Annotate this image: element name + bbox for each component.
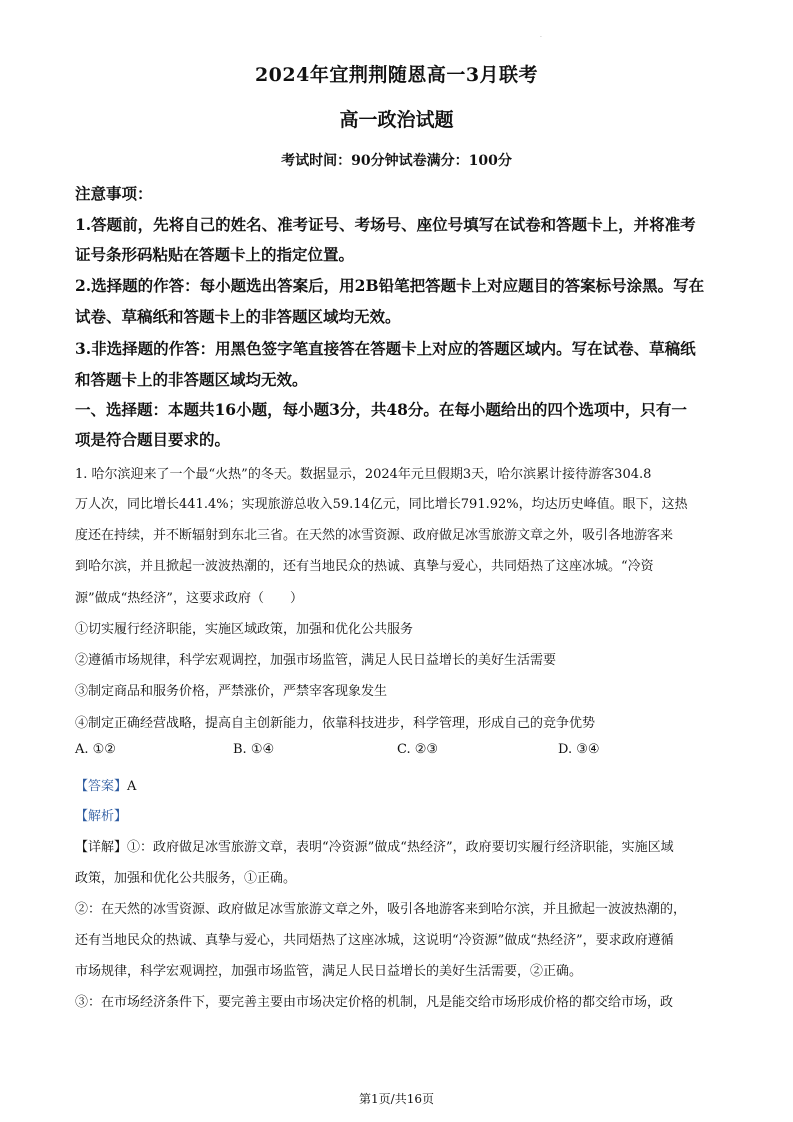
- option-a: A. ①②: [75, 742, 116, 757]
- question-stem-line: 源”做成“热经济”，这要求政府（ ）: [75, 591, 303, 606]
- section-heading: 一、选择题：本题共16小题，每小题3分，共48分。在每小题给出的四个选项中，只有一: [75, 400, 687, 419]
- analysis-tag: 【解析】: [75, 809, 128, 824]
- analysis-line: [75, 805, 725, 824]
- notice-line: 试卷、草稿纸和答题卡上的非答题区域均无效。: [75, 307, 401, 326]
- notice-line: 证号条形码粘贴在答题卡上的指定位置。: [75, 245, 355, 264]
- page-title: 2024年宜荆荆随恩高一3月联考: [254, 64, 539, 86]
- section-heading: 项是符合题目要求的。: [75, 430, 231, 449]
- detail-line: 市场规律，科学宏观调控，加强市场监管，满足人民日益增长的美好生活需要，②正确。: [75, 964, 583, 979]
- answer-tag: 【答案】: [75, 779, 128, 794]
- statement: ④制定正确经营战略，提高自主创新能力，依靠科技进步，科学管理，形成自己的竞争优势: [75, 716, 596, 731]
- question-stem-line: 1. 哈尔滨迎来了一个最“火热”的冬天。数据显示，2024年元旦假期3天，哈尔滨累计接待游客304.8: [75, 467, 652, 482]
- option-c: C. ②③: [397, 742, 439, 757]
- notice-line: 2.选择题的作答：每小题选出答案后，用2B铅笔把答题卡上对应题目的答案标号涂黑。写在: [75, 276, 705, 295]
- notice-line: 3.非选择题的作答：用黑色签字笔直接答在答题卡上对应的答题区域内。写在试卷、草稿纸: [75, 339, 696, 358]
- detail-line: [75, 836, 725, 855]
- question-stem-line: 万人次，同比增长441.4%；实现旅游总收入59.14亿元，同比增长791.92%，均达历史峰值。眼下，这热: [75, 497, 688, 512]
- notice-line: 1.答题前，先将自己的姓名、准考证号、考场号、座位号填写在试卷和答题卡上，并将准考: [75, 215, 696, 234]
- statement: ③制定商品和服务价格，严禁涨价，严禁宰客现象发生: [75, 684, 388, 699]
- option-d: D. ③④: [558, 742, 600, 757]
- notice-line: 和答题卡上的非答题区域均无效。: [75, 370, 308, 389]
- statement: ②遵循市场规律，科学宏观调控，加强市场监管，满足人民日益增长的美好生活需要: [75, 653, 557, 668]
- detail-line: ③：在市场经济条件下，要完善主要由市场决定价格的机制，凡是能交给市场形成价格的都交给市场，政: [75, 995, 674, 1010]
- notice-heading: 注意事项：: [75, 184, 153, 203]
- detail-line: ②：在天然的冰雪资源、政府做足冰雪旅游文章之外，吸引各地游客来到哈尔滨，并且掀起一波波热潮的，: [75, 902, 687, 917]
- question-stem-line: 到哈尔滨，并且掀起一波波热潮的，还有当地民众的热诚、真挚与爱心，共同焐热了这座冰城。“冷资: [75, 559, 654, 574]
- exam-info: 考试时间：90分钟试卷满分：100分: [281, 153, 512, 169]
- page-number: 第1页/共16页: [359, 1092, 434, 1106]
- detail-text: ①：政府做足冰雪旅游文章，表明“冷资源”做成“热经济”，政府要切实履行经济职能，实施区域: [127, 840, 674, 855]
- page-subtitle: 高一政治试题: [339, 109, 454, 131]
- question-stem-line: 度还在持续，并不断辐射到东北三省。在天然的冰雪资源、政府做足冰雪旅游文章之外，吸引各地游客来: [75, 528, 674, 543]
- detail-line: 政策，加强和优化公共服务，①正确。: [75, 871, 297, 886]
- answer-line: [75, 775, 725, 794]
- detail-line: 还有当地民众的热诚、真挚与爱心，共同焐热了这座冰城，这说明“冷资源”做成“热经济”，要求政府遵循: [75, 933, 674, 948]
- answer-value: A: [127, 779, 137, 794]
- detail-tag: 【详解】: [75, 840, 128, 855]
- option-b: B. ①④: [233, 742, 275, 757]
- statement: ①切实履行经济职能，实施区域政策，加强和优化公共服务: [75, 622, 414, 637]
- scan-mark: ·: [540, 34, 542, 41]
